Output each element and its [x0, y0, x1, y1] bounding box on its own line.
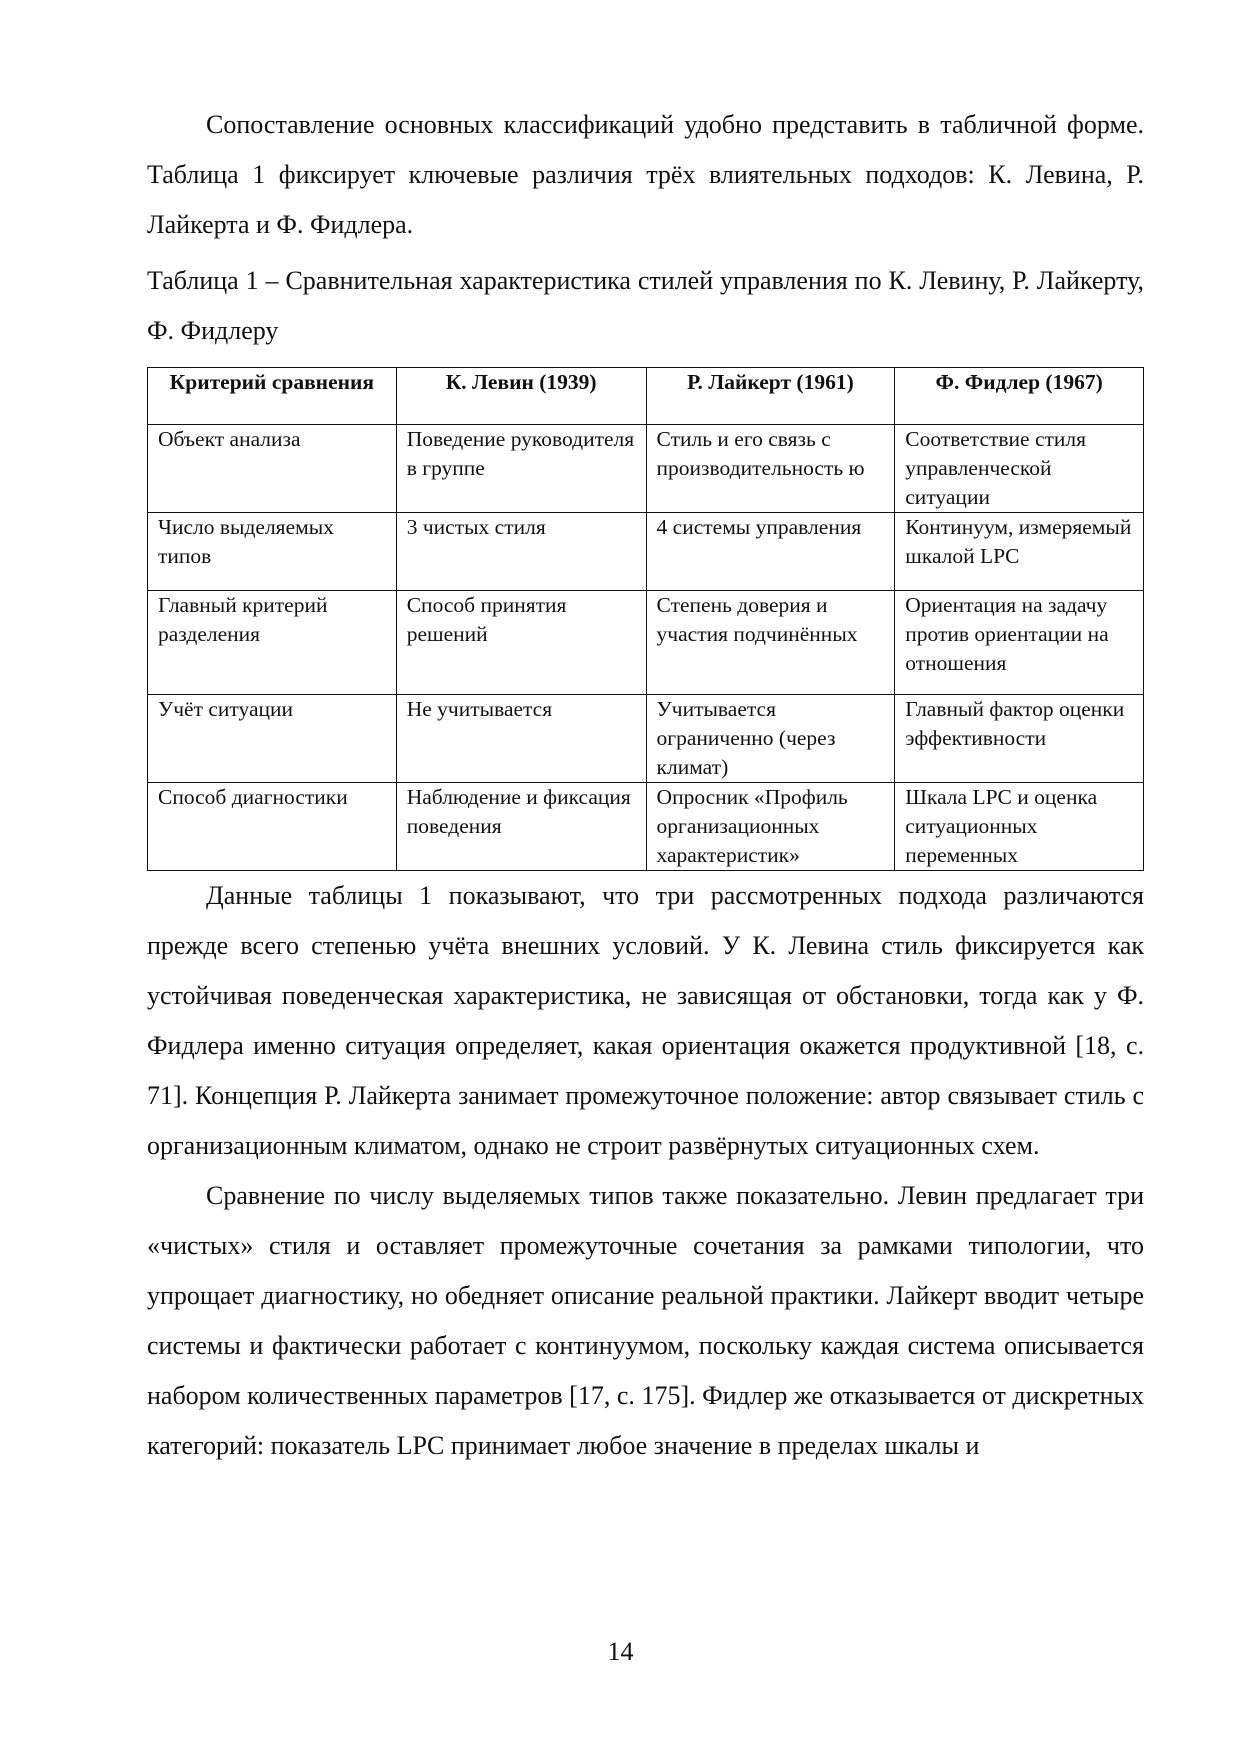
table-cell: Главный фактор оценки эффективности — [895, 695, 1144, 783]
header-lewin: К. Левин (1939) — [396, 368, 646, 425]
table-cell: 4 системы управления — [646, 513, 895, 591]
header-criterion: Критерий сравнения — [148, 368, 397, 425]
table-cell: Шкала LPC и оценка ситуационных переменных — [895, 783, 1144, 871]
intro-paragraph: Сопоставление основных классификаций удобно представить в табличной форме. Таблица 1 фиксирует ключевые различия трёх влиятельных подходов: К. Левина, Р. Лайкерта и Ф. Фидлера. — [147, 110, 1144, 239]
table-cell: Поведение руководителя в группе — [396, 425, 646, 513]
header-likert: Р. Лайкерт (1961) — [646, 368, 895, 425]
table-cell: Не учитывается — [396, 695, 646, 783]
table-cell: Способ принятия решений — [396, 591, 646, 695]
table-row — [148, 695, 1144, 783]
table-cell: Ориентация на задачу против ориентации на отношения — [895, 591, 1144, 695]
table-row — [148, 425, 1144, 513]
table-cell: Способ диагностики — [148, 783, 397, 871]
table-row — [148, 591, 1144, 695]
table-cell: Опросник «Профиль организационных характеристик» — [646, 783, 895, 871]
header-fiedler: Ф. Фидлер (1967) — [895, 368, 1144, 425]
table-cell: Учитывается ограниченно (через климат) — [646, 695, 895, 783]
table-cell: Континуум, измеряемый шкалой LPC — [895, 513, 1144, 591]
table-row — [148, 513, 1144, 591]
table-cell: Наблюдение и фиксация поведения — [396, 783, 646, 871]
table-cell: Объект анализа — [148, 425, 397, 513]
table-caption: Таблица 1 – Сравнительная характеристика стилей управления по К. Левину, Р. Лайкерту, Ф. Фидлеру — [147, 266, 1144, 345]
table-header-row — [148, 368, 1144, 425]
body-paragraph: Данные таблицы 1 показывают, что три рассмотренных подхода различаются прежде всего степенью учёта внешних условий. У К. Левина стиль фиксируется как устойчивая поведенческая характеристика, не зависящая от обстановки, тогда как у Ф. Фидлера именно ситуация определяет, какая ориентация окажется продуктивной [18, с. 71]. Концепция Р. Лайкерта занимает промежуточное положение: автор связывает стиль с организационным климатом, однако не строит развёрнутых ситуационных схем. — [147, 881, 1144, 1160]
comparison-table — [147, 367, 1144, 871]
table-cell: Число выделяемых типов — [148, 513, 397, 591]
table-cell: 3 чистых стиля — [396, 513, 646, 591]
table-cell: Степень доверия и участия подчинённых — [646, 591, 895, 695]
table-row — [148, 783, 1144, 871]
table-cell: Главный критерий разделения — [148, 591, 397, 695]
table-cell: Соответствие стиля управленческой ситуации — [895, 425, 1144, 513]
table-cell: Стиль и его связь с производительность ю — [646, 425, 895, 513]
table-cell: Учёт ситуации — [148, 695, 397, 783]
document-page — [147, 100, 1144, 1471]
page-number: 14 — [607, 1637, 634, 1666]
body-paragraph: Сравнение по числу выделяемых типов также показательно. Левин предлагает три «чистых» стиля и оставляет промежуточные сочетания за рамками типологии, что упрощает диагностику, но обедняет описание реальной практики. Лайкерт вводит четыре системы и фактически работает с континуумом, поскольку каждая система описывается набором количественных параметров [17, с. 175]. Фидлер же отказывается от дискретных категорий: показатель LPC принимает любое значение в пределах шкалы и — [147, 1181, 1144, 1460]
